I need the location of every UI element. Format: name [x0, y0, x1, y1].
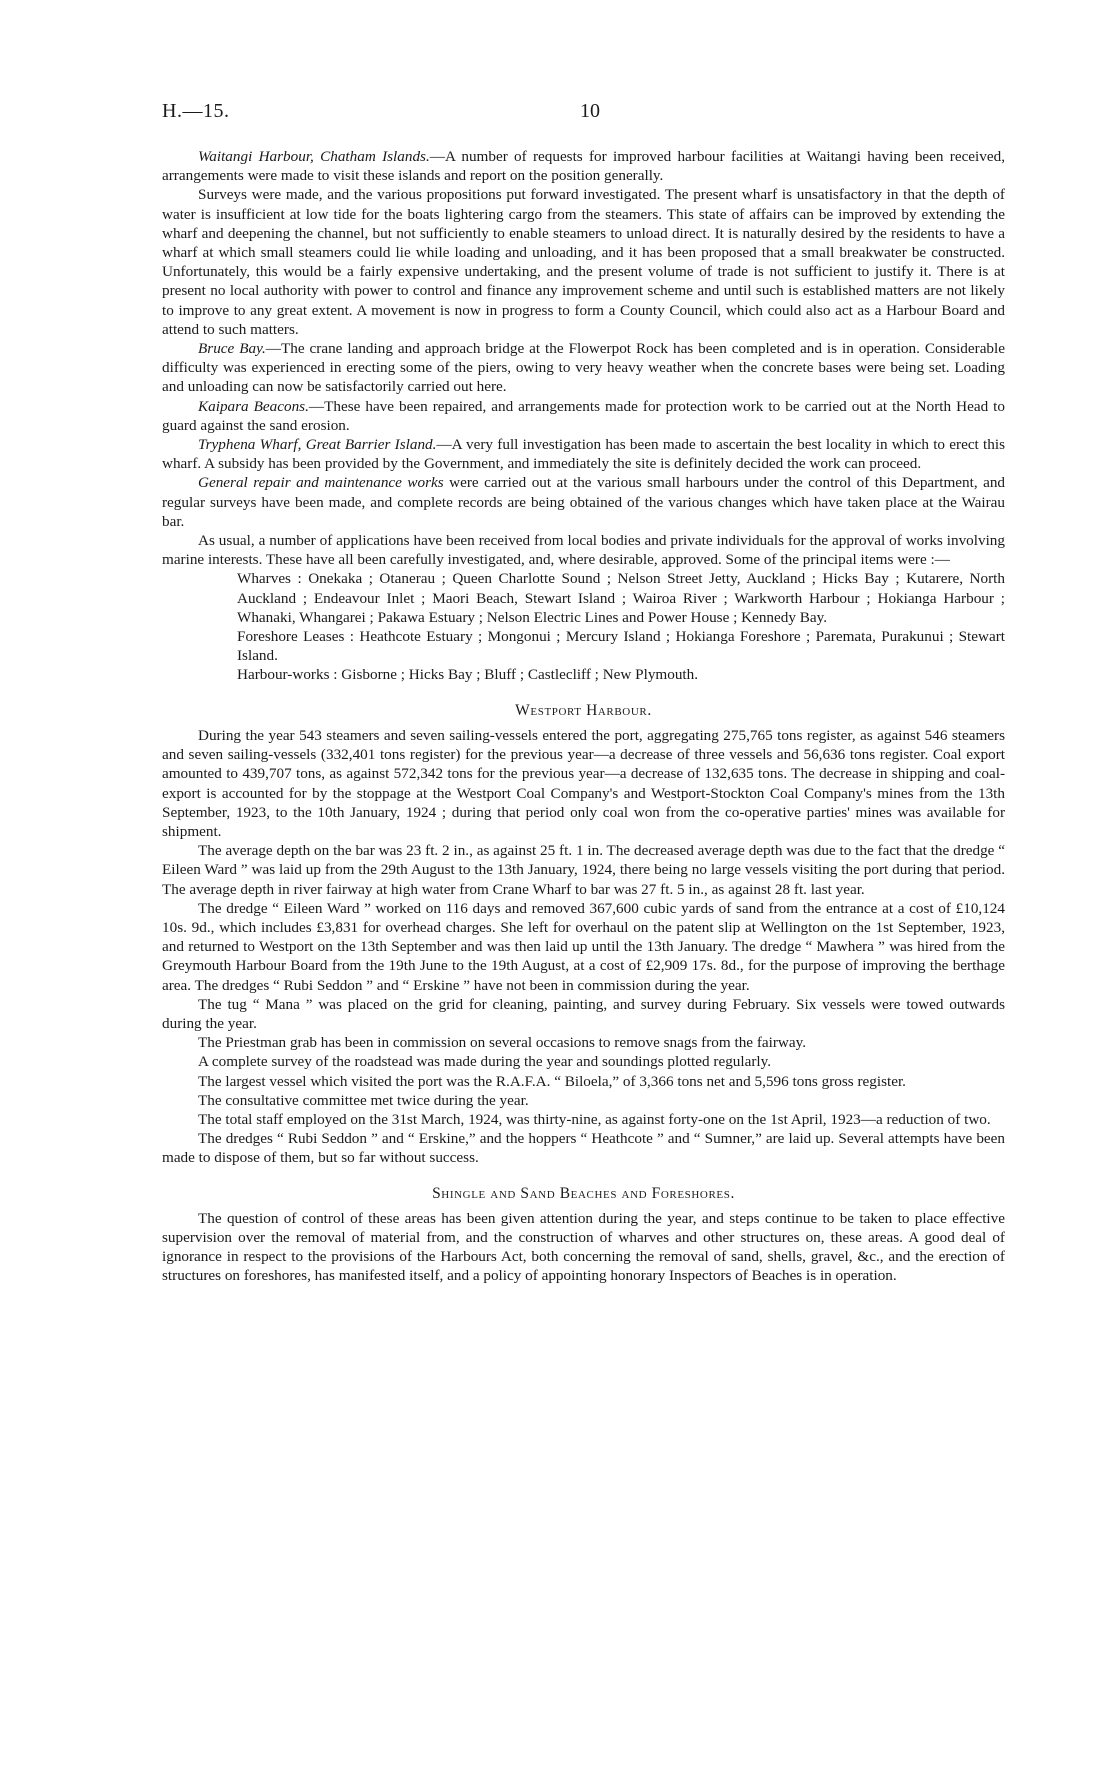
paragraph: The total staff employed on the 31st March, 1924, was thirty-nine, as against forty-one on the 1st April, 1923—a reduction of two.	[198, 1110, 991, 1128]
paragraph: During the year 543 steamers and seven sailing-vessels entered the port, aggregating 275,765 tons register, as against 546 steamers and seven sailing-vessels (332,401 tons register) for the previous year—a decrease of three vessels and 56,636 tons register. Coal export amounted to 439,707 tons, as against 572,342 tons for the previous year—a decrease of 132,635 tons. The decrease in shipping and coal-export is accounted for by the stoppage at the Westport Coal Company's and Westport-Stockton Coal Company's mines from the 13th September, 1923, to the 10th January, 1924 ; during that period only coal won from the co-operative parties' mines was available for shipment.	[162, 726, 1005, 840]
principal-items-list	[162, 569, 1005, 684]
list-item	[162, 665, 1005, 684]
list-item-label: Foreshore Leases :	[237, 628, 354, 646]
paragraph	[162, 397, 1005, 435]
page-number: 10	[580, 100, 600, 122]
paragraph-lead: Waitangi Harbour, Chatham Islands.	[198, 148, 430, 165]
paragraph: The largest vessel which visited the port was the R.A.F.A. “ Biloela,” of 3,366 tons net and 5,596 tons gross register.	[198, 1072, 906, 1090]
paragraph-text: were carried out at the various small harbours under the control of this Department, and regular surveys have been made, and complete records are being obtained of the various changes which have taken place at the Wairau bar.	[162, 474, 1006, 530]
list-item-label: Wharves :	[237, 570, 302, 588]
paragraph	[162, 185, 1005, 339]
list-item	[162, 627, 1005, 665]
paragraph-text: —A number of requests for improved harbour facilities at Waitangi having been received, arrangements were made to visit these islands and report on the position generally.	[162, 148, 1005, 185]
paragraph-lead: General repair and maintenance works	[198, 474, 444, 492]
paragraph-text: —A very full investigation has been made to ascertain the best locality in which to erect this wharf. A subsidy has been provided by the Government, and immediately the site is definitely decided the work can proceed.	[162, 436, 1005, 473]
list-item-text: Heathcote Estuary ; Mongonui ; Mercury Island ; Hokianga Foreshore ; Paremata, Purakunui ; Stewart Island.	[237, 628, 1005, 665]
paragraph	[162, 435, 1005, 473]
paragraph-text: —The crane landing and approach bridge at the Flowerpot Rock has been completed and is in operation. Considerable difficulty was experienced in erecting some of the piers, owing to very heavy weather when the concrete bases were being set. Loading and unloading can now be satisfactorily carried out here.	[162, 340, 1005, 396]
paragraph-text: As usual, a number of applications have been received from local bodies and private individuals for the approval of works involving marine interests. These have all been carefully investigated, and, where desirable, approved. Some of the principal items were :—	[162, 532, 1005, 569]
paragraph: The average depth on the bar was 23 ft. 2 in., as against 25 ft. 1 in. The decreased average depth was due to the fact that the dredge “ Eileen Ward ” was laid up from the 29th August to the 13th January, 1924, there being no large vessels visiting the port during that period. The average depth in river fairway at high water from Crane Wharf to bar was 27 ft. 5 in., as against 28 ft. last year.	[162, 842, 1005, 898]
report-code: H.—15.	[162, 100, 230, 122]
paragraph: The dredges “ Rubi Seddon ” and “ Erskine,” and the hoppers “ Heathcote ” and “ Sumner,” are laid up. Several attempts have been made to dispose of them, but so far without success.	[162, 1130, 1005, 1167]
list-item-text: Onekaka ; Otanerau ; Queen Charlotte Sound ; Nelson Street Jetty, Auckland ; Hicks Bay ; Kutarere, North Auckland ; Endeavour Inlet ; Maori Beach, Stewart Island ; Wairoa River ; Warkworth Harbour ; Hokianga Harbour ; Whanaki, Whangarei ; Pakawa Estuary ; Nelson Electric Lines and Power House ; Kennedy Bay.	[237, 570, 1005, 626]
paragraph	[162, 473, 1005, 531]
paragraph	[162, 147, 1005, 185]
list-item	[162, 569, 1005, 627]
paragraph: A complete survey of the roadstead was made during the year and soundings plotted regularly.	[198, 1053, 772, 1071]
paragraph-lead: Kaipara Beacons.	[198, 397, 309, 415]
paragraph	[162, 531, 1005, 569]
section-heading: Shingle and Sand Beaches and Foreshores.	[432, 1184, 735, 1202]
paragraph: The question of control of these areas has been given attention during the year, and steps continue to be taken to place effective supervision over the removal of material from, and the construction of wharves and other structures on, these areas. A good deal of ignorance in respect to the provisions of the Harbours Act, both concerning the removal of sand, shells, gravel, &c., and the erection of structures on foreshores, has manifested itself, and a policy of appointing honorary Inspectors of Beaches is in operation.	[162, 1209, 1005, 1285]
page-body	[162, 147, 1005, 1286]
paragraph-text: —These have been repaired, and arrangements made for protection work to be carried out at the North Head to guard against the sand erosion.	[162, 397, 1005, 434]
list-item-label: Harbour-works :	[237, 666, 338, 684]
paragraph: The tug “ Mana ” was placed on the grid for cleaning, painting, and survey during February. Six vessels were towed outwards during the year.	[162, 995, 1005, 1032]
paragraph: The dredge “ Eileen Ward ” worked on 116 days and removed 367,600 cubic yards of sand from the entrance at a cost of £10,124 10s. 9d., which includes £3,831 for overhead charges. She left for overhaul on the patent slip at Wellington on the 1st September, 1923, and returned to Westport on the 13th September and was then laid up until the 13th January. The dredge “ Mawhera ” was hired from the Greymouth Harbour Board from the 19th June to the 19th August, at a cost of £2,909 17s. 8d., for the purpose of improving the berthage area. The dredges “ Rubi Seddon ” and “ Erskine ” have not been in commission during the year.	[162, 899, 1005, 994]
paragraph: The Priestman grab has been in commission on several occasions to remove snags from the fairway.	[198, 1034, 807, 1052]
paragraph-text: Surveys were made, and the various propositions put forward investigated. The present wharf is unsatisfactory in that the depth of water is insufficient at low tide for the boats lightering cargo from the steamers. This state of affairs can be improved by extending the wharf and deepening the channel, but not sufficiently to enable steamers to unload direct. It is naturally desired by the residents to have a wharf at which small steamers could lie while loading and unloading, and it has been proposed that a small breakwater be constructed. Unfortunately, this would be a fairly expensive undertaking, and the present volume of trade is not sufficient to justify it. There is at present no local authority with power to control and finance any improvement scheme and until such is established matters are not likely to improve to any great extent. A movement is now in progress to form a County Council, which could also act as a Harbour Board and attend to such matters.	[162, 186, 1005, 338]
paragraph-lead: Bruce Bay.	[198, 340, 266, 358]
paragraph-lead: Tryphena Wharf, Great Barrier Island.	[198, 436, 437, 454]
paragraph	[162, 339, 1005, 397]
section-heading: Westport Harbour.	[515, 701, 652, 719]
paragraph: The consultative committee met twice during the year.	[198, 1091, 529, 1109]
list-item-text: Gisborne ; Hicks Bay ; Bluff ; Castlecliff ; New Plymouth.	[341, 666, 699, 684]
